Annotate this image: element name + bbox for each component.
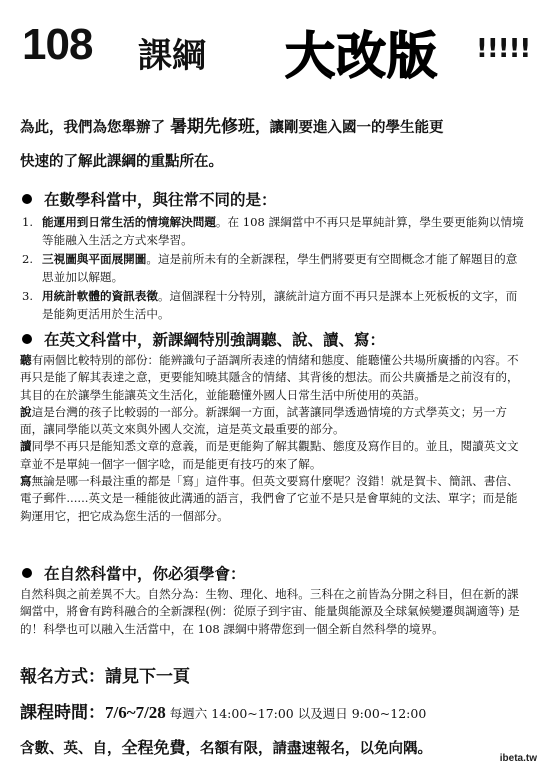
para-lead: 寫 bbox=[20, 474, 32, 489]
math-heading bbox=[22, 188, 277, 210]
science-heading bbox=[22, 562, 246, 584]
course-time bbox=[20, 698, 426, 723]
english-heading-text: 在英文科當中，新課綱特別強調聽、說、讀、寫： bbox=[44, 330, 386, 349]
science-heading-text: 在自然科當中，你必須學會： bbox=[44, 564, 246, 583]
science-body bbox=[20, 586, 528, 638]
list-item-number: 1. bbox=[22, 215, 34, 229]
english-body bbox=[20, 352, 528, 525]
para-text: 無論是哪一科最注重的都是「寫」這件事。但英文要寫什麼呢？沒錯！就是賀卡、簡訊、書信、電子郵件......英文是一種能彼此溝通的語言，我們會了它並不是只是會單純的文法、單字；而是能夠運用它，把它成為您生活的一個部分。 bbox=[20, 474, 519, 523]
list-item-text: 。這是前所未有的全新課程，學生們將要更有空間概念才能了解題目的意思並加以解題。 bbox=[42, 252, 518, 284]
para-text: 有兩個比較特別的部份：能辨識句子語調所表達的情緒和態度、能聽懂公共場所廣播的內容。不再只是能了解其表達之意，更要能知曉其隱含的情緒、其背後的想法。而公共廣播是之前沒有的，其目的在於讓學生能讓英文生活化，並能聽懂外國人日常生活中所使用的英語。 bbox=[20, 353, 519, 402]
english-para-read bbox=[20, 438, 528, 473]
para-lead: 聽 bbox=[20, 353, 32, 367]
para-lead: 說 bbox=[20, 404, 32, 419]
footer-part1: 含數、英、自， bbox=[20, 740, 122, 757]
intro-part1: 為此，我們為您舉辦了 bbox=[20, 119, 165, 136]
para-lead: 讀 bbox=[20, 439, 32, 454]
english-para-speak bbox=[20, 404, 528, 439]
bullet-icon bbox=[22, 568, 32, 578]
bullet-icon bbox=[22, 194, 32, 204]
list-item-number: 3. bbox=[22, 289, 34, 303]
watermark: ibeta.tw bbox=[499, 753, 537, 764]
list-item-text: 。這個課程十分特別，讓統計這方面不再只是課本上死板板的文字，而是能夠更活用於生活中。 bbox=[42, 289, 518, 321]
math-list bbox=[22, 214, 527, 325]
course-time-label: 課程時間： bbox=[20, 703, 105, 723]
headline-big: 大改版 bbox=[285, 27, 438, 85]
footer-free: 全程免費 bbox=[121, 738, 186, 757]
para-text: 同學不再只是能知悉文章的意義，而是更能夠了解其觀點、態度及寫作目的。並且，閱讀英文文章並不是單純一個字一個字唸，而是能更有技巧的來了解。 bbox=[20, 439, 519, 471]
intro-paragraph bbox=[20, 110, 530, 179]
list-item-bold: 三視圖與平面展開圖 bbox=[42, 252, 147, 266]
para-text: 這是台灣的孩子比較弱的一部分。新課綱一方面，試著讓同學透過情境的方式學英文；另一方面，讓同學能以英文來與外國人交流，這是英文最重要的部分。 bbox=[20, 404, 507, 437]
registration-line: 報名方式：請見下一頁 bbox=[20, 667, 190, 687]
list-item bbox=[22, 288, 527, 323]
intro-line2: 快速的了解此課綱的重點所在。 bbox=[20, 153, 223, 170]
intro-highlight: 暑期先修班 bbox=[170, 117, 256, 137]
bullet-icon bbox=[22, 334, 32, 344]
list-item-number: 2. bbox=[22, 252, 34, 266]
headline-number: 108 bbox=[22, 20, 93, 69]
science-text: 自然科與之前差異不大。自然分為：生物、理化、地科。三科在之前皆為分開之科目，但在新的課綱當中，將會有跨科融合的全新課程(例：從原子到宇宙、能量與能源及全球氣候變遷與調適等) 是的！科學也可以融入生活當中，在 108 課綱中將帶您到一個全新自然科學的境界。 bbox=[20, 587, 520, 636]
english-heading bbox=[22, 328, 385, 350]
list-item-bold: 用統計軟體的資訊表徵 bbox=[42, 289, 158, 303]
intro-part2: ，讓剛要進入國一的學生能更 bbox=[255, 119, 444, 136]
course-time-detail: 每週六 14:00~17:00 以及週日 9:00~12:00 bbox=[165, 706, 427, 721]
list-item-text: 。在 108 課綱當中不再只是單純計算，學生要更能夠以情境等能融入生活之方式來學習。 bbox=[42, 215, 524, 247]
headline-exclaim: !!!!! bbox=[476, 34, 531, 64]
english-para-write bbox=[20, 473, 528, 525]
math-heading-text: 在數學科當中，與往常不同的是： bbox=[44, 190, 277, 209]
headline-kegang: 課綱 bbox=[138, 36, 206, 76]
course-time-dates: 7/6~7/28 bbox=[105, 703, 166, 722]
list-item bbox=[22, 251, 527, 286]
english-para-listen bbox=[20, 352, 528, 404]
headline bbox=[20, 16, 531, 85]
footer-part2: ，名額有限，請盡速報名，以免向隅。 bbox=[185, 740, 433, 757]
list-item bbox=[22, 214, 527, 249]
footer-line bbox=[20, 735, 432, 758]
list-item-bold: 能運用到日常生活的情境解決問題 bbox=[42, 215, 216, 229]
